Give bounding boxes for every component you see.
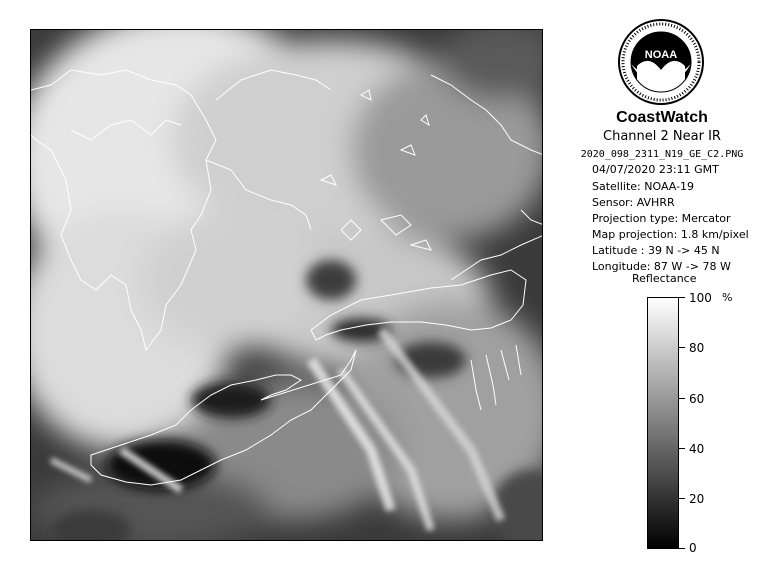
meta-sensor: Sensor: AVHRR	[592, 196, 675, 209]
colorbar-tick	[679, 548, 685, 549]
meta-latitude: Latitude : 39 N -> 45 N	[592, 244, 720, 257]
colorbar-unit: %	[722, 291, 733, 304]
meta-projection-type: Projection type: Mercator	[592, 212, 731, 225]
colorbar-tick-label: 80	[689, 341, 705, 355]
date-time: 04/07/2020 23:11 GMT	[592, 163, 719, 176]
colorbar-tick-label: 100	[689, 291, 712, 305]
meta-satellite: Satellite: NOAA-19	[592, 180, 695, 193]
noaa-logo	[617, 14, 705, 110]
channel-subtitle: Channel 2 Near IR	[603, 129, 721, 144]
colorbar-title: Reflectance	[632, 272, 697, 285]
satellite-imagery	[31, 30, 543, 541]
colorbar-tick	[679, 297, 685, 298]
colorbar-tick	[679, 498, 685, 499]
colorbar-tick	[679, 448, 685, 449]
satellite-map	[30, 29, 543, 541]
colorbar-tick-label: 20	[689, 492, 705, 506]
file-name: 2020_098_2311_N19_GE_C2.PNG	[580, 149, 744, 160]
colorbar-tick	[679, 398, 685, 399]
colorbar	[647, 297, 679, 549]
colorbar-tick-label: 0	[689, 541, 697, 555]
colorbar-tick	[679, 347, 685, 348]
app-title: CoastWatch	[616, 109, 708, 126]
meta-longitude: Longitude: 87 W -> 78 W	[592, 260, 731, 273]
colorbar-tick-label: 40	[689, 442, 705, 456]
meta-map-projection: Map projection: 1.8 km/pixel	[592, 228, 749, 241]
logo-text: NOAA	[644, 49, 678, 61]
colorbar-tick-label: 60	[689, 392, 705, 406]
